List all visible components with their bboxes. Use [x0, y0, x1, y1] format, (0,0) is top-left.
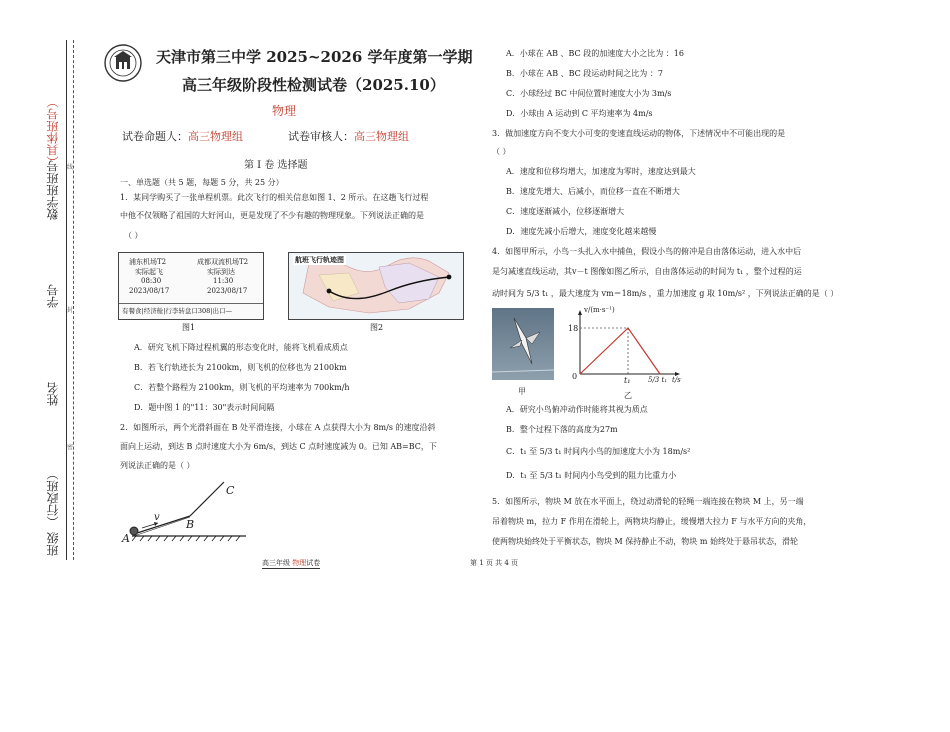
ticket-from-date: 2023/08/17: [129, 287, 170, 295]
footer-suffix: 试卷: [306, 559, 321, 567]
q4-stem-2: 是匀减速直线运动，其v－t 图像如图乙所示，自由落体运动的时间为 t₁ ，整个过程的运: [492, 267, 802, 276]
q1-option-a: A．研究飞机下降过程机翼的形态变化时，能将飞机看成质点: [134, 343, 348, 352]
seal-mark-feng: 封: [67, 307, 74, 314]
q1-option-b: B．若飞行轨迹长为 2100km，则飞机的位移也为 2100km: [134, 363, 347, 372]
q1-stem-1: 1．某同学购买了一张单程机票。此次飞行的相关信息如图 1、2 所示。在这趟飞行过程: [120, 193, 429, 202]
ticket-to-time: 11:30: [213, 277, 234, 285]
q2-stem-3: 列说法正确的是（ ）: [120, 461, 195, 470]
name-label: 姓名: [46, 382, 60, 406]
shanghai-marker: [447, 275, 452, 280]
t1-label: t₁: [624, 376, 631, 385]
q4-option-b: B．整个过程下落的高度为27m: [506, 425, 618, 434]
binding-line: [66, 40, 67, 560]
q2-stem-1: 2．如图所示，两个光滑斜面在 B 处平滑连接，小球在 A 点获得大小为 8m/s 的速度沿斜: [120, 423, 436, 432]
seal-dash-line: [73, 40, 74, 560]
bird-photo: [492, 308, 554, 380]
q4-stem-1: 4．如图甲所示，小鸟一头扎入水中捕鱼，假设小鸟的俯冲是自由落体运动，进入水中后: [492, 247, 802, 256]
map-title: 航班飞行轨迹图: [295, 255, 344, 264]
q1-option-c: C．若整个路程为 2100km，则飞机的平均速率为 700km/h: [134, 383, 350, 392]
ticket-to-label: 实际到达: [207, 268, 235, 276]
q2-option-b: B．小球在 AB 、BC 段运动时间之比为 ：7: [506, 69, 663, 78]
reviewer-value: 高三物理组: [354, 130, 409, 143]
q2-option-a: A．小球在 AB 、BC 段的加速度大小之比为 ：16: [506, 49, 684, 58]
q1-fig2-caption: 图2: [370, 323, 384, 332]
q5-stem-1: 5．如图所示，物块 M 放在水平面上，绕过动滑轮的轻绳一端连接在物块 M 上，另一端: [492, 497, 804, 506]
label-a: A: [122, 532, 130, 545]
q2-option-d: D．小球由 A 运动到 C 平均速率为 4m/s: [506, 109, 653, 118]
footer-subject: 物理: [292, 559, 307, 567]
subject-label: 物理: [272, 104, 297, 118]
y-axis-label: v/(m·s⁻¹): [584, 306, 615, 314]
y-value-label: 18: [568, 324, 579, 333]
math-class-label: 数学班班号: [46, 160, 60, 220]
class-label: 班级 （行政班）: [46, 468, 60, 556]
q4-stem-3: 动时间为 5/3 t₁ ，最大速度为 vm＝18m/s ，重力加速度 g 取 10m/s² ，下列说法正确的是（ ）: [492, 289, 839, 298]
vt-curve: [580, 328, 660, 374]
reviewer-label: 试卷审核人：: [288, 130, 354, 143]
t-axis-label: t/s: [672, 376, 681, 384]
flight-ticket: [118, 252, 264, 320]
q2-incline-diagram: [120, 478, 260, 548]
q1-bracket: （ ）: [124, 231, 143, 240]
q3-bracket: （ ）: [492, 147, 511, 156]
q3-option-b: B．速度先增大、后减小，而位移一直在不断增大: [506, 187, 680, 196]
vt-graph: [566, 306, 690, 388]
label-v: v: [154, 512, 160, 523]
ticket-from-label: 实际起飞: [135, 268, 163, 276]
q4-option-c: C．t₁ 至 5/3 t₁ 时间内小鸟的加速度大小为 18m/s²: [506, 447, 691, 456]
page-number: 第 1 页 共 4 页: [470, 559, 519, 567]
q3-option-c: C．速度逐渐减小，位移逐渐增大: [506, 207, 625, 216]
q2-stem-2: 面向上运动，到达 B 点时速度大小为 6m/s，到达 C 点时速度减为 0。已知 AB=BC，下: [120, 442, 437, 451]
q5-stem-3: 使两物块始终处于平衡状态，物块 M 保持静止不动，物块 m 始终处于悬吊状态，滑轮: [492, 537, 798, 546]
origin-label: 0: [572, 372, 578, 381]
chengdu-marker: [327, 289, 332, 294]
label-b: B: [186, 518, 195, 531]
math-class-note: （具体班号）: [46, 96, 60, 168]
exam-subtitle: 高三年级阶段性检测试卷（2025.10）: [182, 76, 445, 94]
setter-label: 试卷命题人：: [122, 130, 188, 143]
q1-option-d: D．题中图 1 的"11：30"表示时间间隔: [134, 403, 275, 412]
ticket-from: 浦东机场T2: [129, 258, 167, 266]
ticket-to: 成都双流机场T2: [197, 258, 249, 266]
t2-label: 5/3 t₁: [648, 376, 668, 384]
label-c: C: [226, 484, 235, 497]
q2-option-c: C．小球经过 BC 中间位置时速度大小为 3m/s: [506, 89, 672, 98]
seal-mark-mi: 密: [67, 444, 74, 451]
student-id-label: 学号: [46, 284, 60, 308]
q3-option-a: A．速度和位移均增大，加速度为零时，速度达到最大: [506, 167, 696, 176]
q4-option-d: D．t₁ 至 5/3 t₁ 时间内小鸟受到的阻力比重力小: [506, 471, 677, 480]
school-logo: [104, 44, 142, 82]
ticket-to-date: 2023/08/17: [207, 287, 248, 295]
q5-stem-2: 吊着物块 m，拉力 F 作用在滑轮上，两物块均静止，缓慢增大拉力 F 与水平方向的夹角，: [492, 517, 812, 526]
flight-map: [288, 252, 464, 320]
ticket-from-time: 08:30: [141, 277, 162, 285]
reviewer-row: [288, 128, 409, 144]
setter-row: [122, 128, 243, 144]
q4-fig-b: 乙: [624, 391, 632, 400]
section-intro: 一、单选题（共 5 题，每题 5 分，共 25 分）: [120, 178, 284, 187]
footer-left: [262, 558, 320, 569]
q1-stem-2: 中他不仅领略了祖国的大好河山，更是发现了不少有趣的物理现象。下列说法正确的是: [120, 211, 424, 220]
seal-mark-xian: 线: [67, 164, 74, 171]
q4-option-a: A．研究小鸟俯冲动作时能将其视为质点: [506, 405, 648, 414]
section-title: 第 I 卷 选择题: [244, 160, 308, 171]
footer-grade: 高三年级: [262, 559, 293, 567]
q4-fig-a: 甲: [518, 387, 526, 396]
setter-value: 高三物理组: [188, 130, 243, 143]
q1-fig1-caption: 图1: [182, 323, 196, 332]
q3-stem: 3．做加速度方向不变大小可变的变速直线运动的物体，下述情况中不可能出现的是: [492, 129, 786, 138]
q3-option-d: D．速度先减小后增大，速度变化越来越慢: [506, 227, 657, 236]
school-title: 天津市第三中学 2025~2026 学年度第一学期: [156, 48, 473, 66]
ticket-footer: 有餐食|经济舱|行李转盘口308|出口—: [122, 307, 232, 315]
